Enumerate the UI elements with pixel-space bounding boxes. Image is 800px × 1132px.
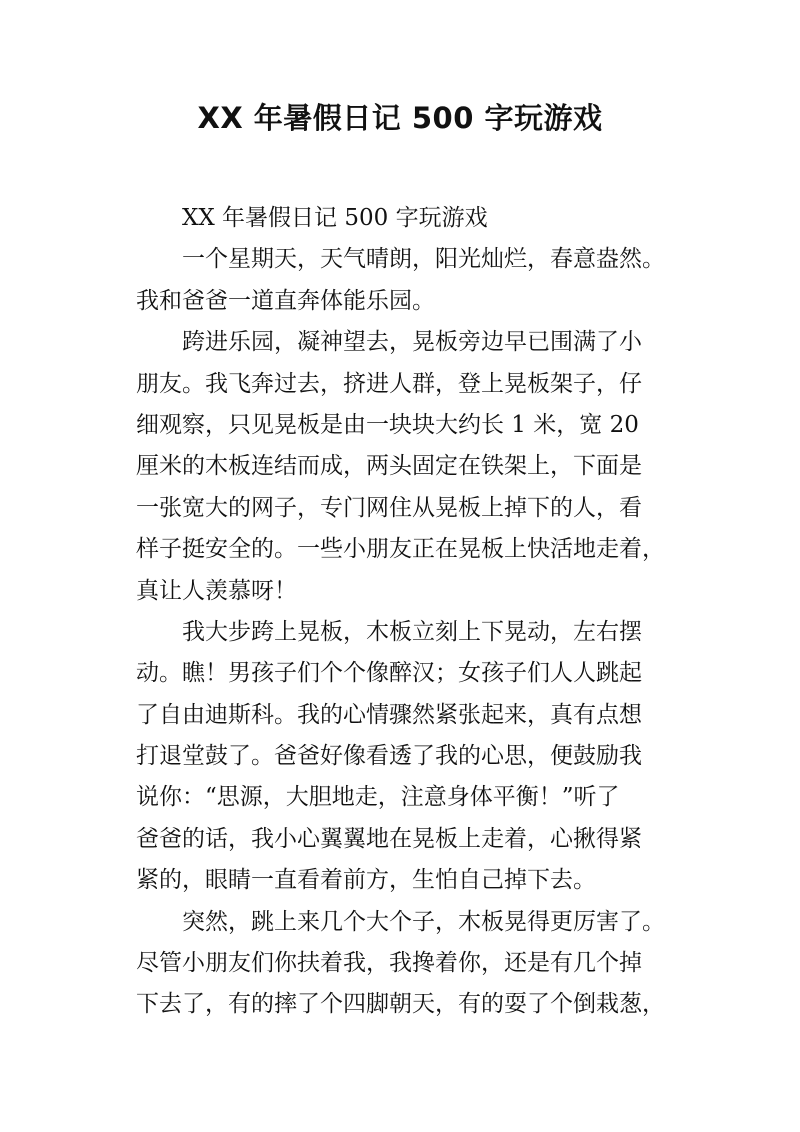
text-line: 下去了，有的摔了个四脚朝天，有的耍了个倒栽葱， [136,991,665,1018]
paragraph-2 [136,322,669,612]
text-line: 样子挺安全的。一些小朋友正在晃板上快活地走着， [136,536,665,563]
text-line: 跨进乐园，凝神望去，晃板旁边早已围满了小 [182,329,642,356]
text-line: 一个星期天，天气晴朗，阳光灿烂，春意盎然。 [182,246,665,273]
document-body [136,198,669,1026]
text-line: 一张宽大的网子，专门网住从晃板上掉下的人，看 [136,494,642,521]
text-line: 打退堂鼓了。爸爸好像看透了我的心思，便鼓励我 [136,743,642,770]
text-line: 我和爸爸一道直奔体能乐园。 [136,287,435,314]
paragraph-subtitle [136,198,669,239]
text-line: 真让人羡慕呀！ [136,577,297,604]
text-line: 尽管小朋友们你扶着我，我搀着你，还是有几个掉 [136,950,642,977]
text-line: 紧的，眼睛一直看着前方，生怕自己掉下去。 [136,867,596,894]
text-line: 了自由迪斯科。我的心情骤然紧张起来，真有点想 [136,701,642,728]
paragraph-3 [136,612,669,902]
document-title: XX 年暑假日记 500 字玩游戏 [197,101,603,135]
text-line: 厘米的木板连结而成，两头固定在铁架上，下面是 [136,453,642,480]
text-line: 我大步跨上晃板，木板立刻上下晃动，左右摆 [182,618,642,645]
text-line: 突然，跳上来几个大个子，木板晃得更厉害了。 [182,908,665,935]
text-line: 朋友。我飞奔过去，挤进人群，登上晃板架子，仔 [136,370,642,397]
paragraph-1 [136,239,669,322]
text-line: 说你：“思源，大胆地走，注意身体平衡！”听了 [136,784,620,811]
text-line: 动。瞧！男孩子们个个像醉汉；女孩子们人人跳起 [136,660,642,687]
text-line: 细观察，只见晃板是由一块块大约长 1 米，宽 20 [136,411,639,438]
paragraph-4 [136,902,669,1026]
text-line: XX 年暑假日记 500 字玩游戏 [182,205,488,231]
text-line: 爸爸的话，我小心翼翼地在晃板上走着，心揪得紧 [136,825,642,852]
